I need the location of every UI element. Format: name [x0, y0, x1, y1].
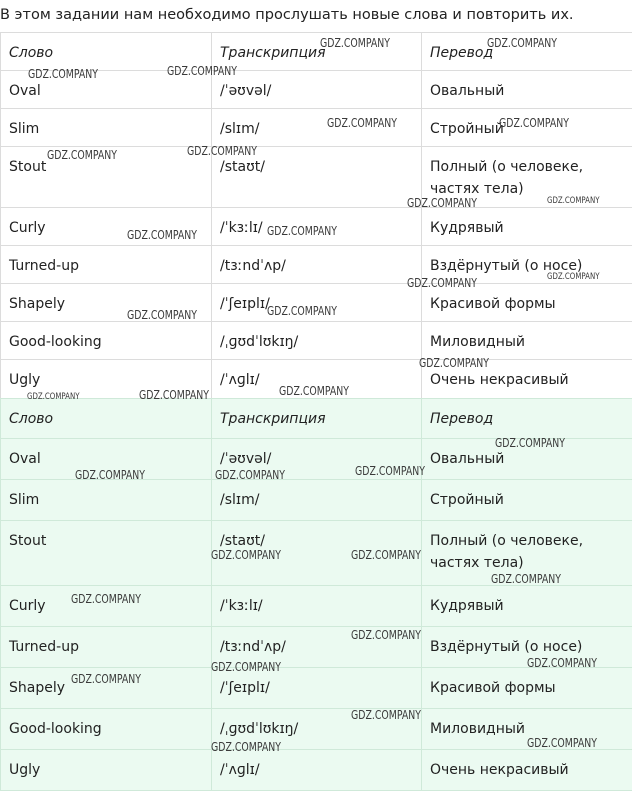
word-cell: Good-looking	[1, 709, 212, 750]
header-word: Слово	[1, 399, 212, 439]
transcription-cell: /slɪm/	[212, 109, 422, 147]
table-row	[1, 322, 632, 360]
watermark: GDZ.COMPANY	[211, 660, 281, 674]
watermark: GDZ.COMPANY	[499, 116, 569, 130]
translation-cell: Вздёрнутый (о носе)	[422, 627, 632, 668]
watermark: GDZ.COMPANY	[547, 196, 600, 206]
watermark: GDZ.COMPANY	[351, 708, 421, 722]
table-row	[1, 439, 632, 480]
transcription-cell: /ˈʃeɪplɪ/	[212, 284, 422, 322]
table-row	[1, 208, 632, 246]
table-header-row	[1, 33, 632, 71]
vocabulary-table-2	[0, 398, 632, 791]
transcription-cell: /ˈəʊvəl/	[212, 439, 422, 480]
table-row	[1, 709, 632, 750]
transcription-cell: /slɪm/	[212, 480, 422, 521]
translation-cell: Полный (о человеке, частях тела)	[422, 521, 632, 586]
watermark: GDZ.COMPANY	[487, 36, 557, 50]
word-cell: Slim	[1, 109, 212, 147]
word-cell: Curly	[1, 208, 212, 246]
word-cell: Oval	[1, 439, 212, 480]
watermark: GDZ.COMPANY	[28, 67, 98, 81]
watermark: GDZ.COMPANY	[267, 304, 337, 318]
table-row	[1, 480, 632, 521]
watermark: GDZ.COMPANY	[351, 628, 421, 642]
header-transcription: Транскрипция	[212, 33, 422, 71]
word-cell: Ugly	[1, 750, 212, 791]
watermark: GDZ.COMPANY	[419, 356, 489, 370]
translation-cell: Миловидный	[422, 322, 632, 360]
watermark: GDZ.COMPANY	[320, 36, 390, 50]
word-cell: Stout	[1, 147, 212, 208]
watermark: GDZ.COMPANY	[267, 224, 337, 238]
translation-cell: Овальный	[422, 71, 632, 109]
translation-cell: Миловидный	[422, 709, 632, 750]
intro-text: В этом задании нам необходимо прослушать новые слова и повторить их.	[0, 5, 632, 25]
watermark: GDZ.COMPANY	[351, 548, 421, 562]
transcription-cell: /ˈəʊvəl/	[212, 71, 422, 109]
transcription-cell: /ˈʌɡlɪ/	[212, 750, 422, 791]
watermark: GDZ.COMPANY	[407, 196, 477, 210]
table-row	[1, 668, 632, 709]
word-cell: Turned-up	[1, 627, 212, 668]
header-word: Слово	[1, 33, 212, 71]
table-row	[1, 586, 632, 627]
vocabulary-table-1	[0, 32, 632, 401]
word-cell: Shapely	[1, 284, 212, 322]
table-row	[1, 246, 632, 284]
watermark: GDZ.COMPANY	[527, 736, 597, 750]
transcription-cell: /staʊt/	[212, 147, 422, 208]
word-cell: Shapely	[1, 668, 212, 709]
watermark: GDZ.COMPANY	[211, 740, 281, 754]
transcription-cell: /tɜːndˈʌp/	[212, 246, 422, 284]
table-row	[1, 147, 632, 208]
word-cell: Slim	[1, 480, 212, 521]
watermark: GDZ.COMPANY	[75, 468, 145, 482]
watermark: GDZ.COMPANY	[491, 572, 561, 586]
watermark: GDZ.COMPANY	[167, 64, 237, 78]
watermark: GDZ.COMPANY	[407, 276, 477, 290]
watermark: GDZ.COMPANY	[215, 468, 285, 482]
watermark: GDZ.COMPANY	[139, 388, 209, 402]
translation-cell: Полный (о человеке, частях тела)	[422, 147, 632, 208]
word-cell: Stout	[1, 521, 212, 586]
watermark: GDZ.COMPANY	[127, 228, 197, 242]
transcription-cell: /ˈkɜːlɪ/	[212, 208, 422, 246]
table-row	[1, 109, 632, 147]
transcription-cell: /ˈʃeɪplɪ/	[212, 668, 422, 709]
transcription-cell: /ˈʌɡlɪ/	[212, 360, 422, 401]
word-cell: Ugly	[1, 360, 212, 401]
transcription-cell: /ˌɡʊdˈlʊkɪŋ/	[212, 709, 422, 750]
word-cell: Curly	[1, 586, 212, 627]
translation-cell: Овальный	[422, 439, 632, 480]
table-row	[1, 521, 632, 586]
table-row	[1, 284, 632, 322]
table-row	[1, 750, 632, 791]
translation-cell: Стройный	[422, 109, 632, 147]
watermark: GDZ.COMPANY	[547, 272, 600, 282]
translation-cell: Красивой формы	[422, 668, 632, 709]
translation-cell: Кудрявый	[422, 586, 632, 627]
table-header-row	[1, 399, 632, 439]
table-row	[1, 71, 632, 109]
watermark: GDZ.COMPANY	[71, 592, 141, 606]
translation-cell: Очень некрасивый	[422, 750, 632, 791]
table-row	[1, 360, 632, 401]
watermark: GDZ.COMPANY	[211, 548, 281, 562]
word-cell: Turned-up	[1, 246, 212, 284]
word-cell: Good-looking	[1, 322, 212, 360]
header-translation: Перевод	[422, 33, 632, 71]
watermark: GDZ.COMPANY	[27, 392, 80, 402]
watermark: GDZ.COMPANY	[187, 144, 257, 158]
watermark: GDZ.COMPANY	[327, 116, 397, 130]
transcription-cell: /ˌɡʊdˈlʊkɪŋ/	[212, 322, 422, 360]
watermark: GDZ.COMPANY	[355, 464, 425, 478]
watermark: GDZ.COMPANY	[47, 148, 117, 162]
translation-cell: Очень некрасивый	[422, 360, 632, 401]
watermark: GDZ.COMPANY	[495, 436, 565, 450]
table-row	[1, 627, 632, 668]
watermark: GDZ.COMPANY	[527, 656, 597, 670]
translation-cell: Стройный	[422, 480, 632, 521]
translation-cell: Красивой формы	[422, 284, 632, 322]
watermark: GDZ.COMPANY	[127, 308, 197, 322]
transcription-cell: /tɜːndˈʌp/	[212, 627, 422, 668]
header-translation: Перевод	[422, 399, 632, 439]
transcription-cell: /ˈkɜːlɪ/	[212, 586, 422, 627]
word-cell: Oval	[1, 71, 212, 109]
translation-cell: Вздёрнутый (о носе)	[422, 246, 632, 284]
transcription-cell: /staʊt/	[212, 521, 422, 586]
header-transcription: Транскрипция	[212, 399, 422, 439]
translation-cell: Кудрявый	[422, 208, 632, 246]
watermark: GDZ.COMPANY	[279, 384, 349, 398]
watermark: GDZ.COMPANY	[71, 672, 141, 686]
